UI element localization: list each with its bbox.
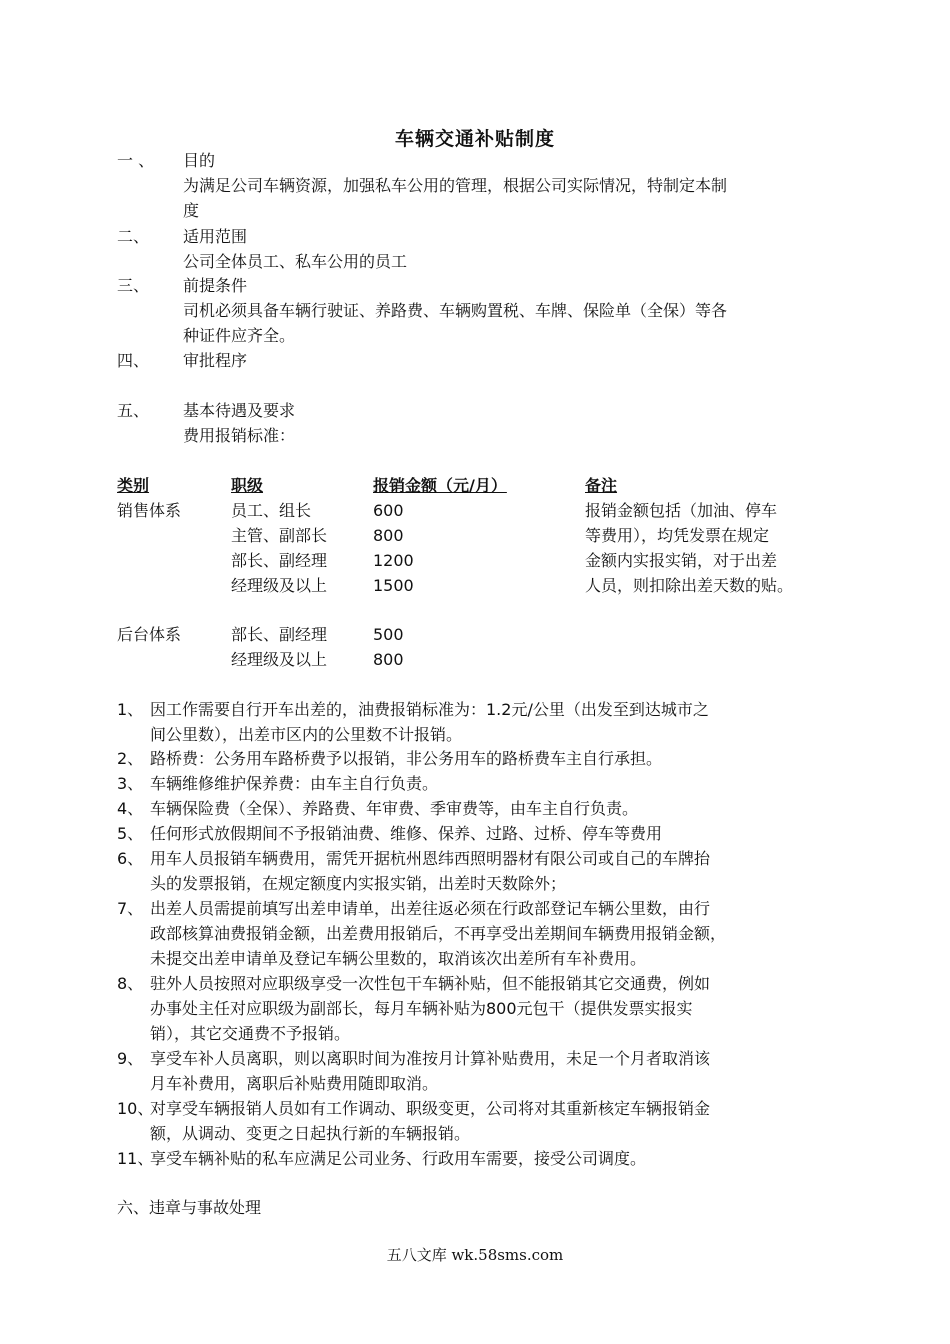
table-cell-level: 部长、副经理	[231, 551, 328, 570]
list-item-text: 出差人员需提前填写出差申请单，出差往返必须在行政部登记车辆公里数，由行	[150, 899, 711, 918]
list-item-number: 7、	[117, 899, 144, 918]
list-item-number: 9、	[117, 1049, 144, 1068]
section-1-number: 一 、	[117, 151, 155, 170]
table-cell-amount: 1500	[373, 576, 414, 595]
list-item-text: 路桥费：公务用车路桥费予以报销，非公务用车的路桥费车主自行承担。	[150, 749, 663, 768]
list-item-text: 政部核算油费报销金额，出差费用报销后，不再享受出差期间车辆费用报销金额，	[150, 924, 727, 943]
table-category-backoffice: 后台体系	[117, 625, 182, 644]
list-item-number: 11、	[117, 1149, 154, 1168]
list-item-text: 因工作需要自行开车出差的，油费报销标准为：1.2元/公里（出发至到达城市之	[150, 700, 709, 719]
table-header-note: 备注	[585, 476, 618, 495]
section-2-title: 适用范围	[183, 227, 248, 246]
table-cell-level: 员工、组长	[231, 501, 312, 520]
list-item-text: 头的发票报销，在规定额度内实报实销，出差时天数除外；	[150, 874, 567, 893]
table-header-category: 类别	[117, 476, 150, 495]
table-cell-level: 经理级及以上	[231, 576, 328, 595]
list-item-number: 1、	[117, 700, 144, 719]
list-item-number: 10、	[117, 1099, 154, 1118]
table-note: 人员，则扣除出差天数的贴。	[585, 576, 794, 595]
section-4-number: 四、	[117, 351, 150, 370]
section-1-title: 目的	[183, 151, 216, 170]
list-item-number: 5、	[117, 824, 144, 843]
section-1-text: 度	[183, 201, 200, 220]
table-category-sales: 销售体系	[117, 501, 182, 520]
table-cell-amount: 800	[373, 650, 404, 669]
list-item-text: 车辆保险费（全保）、养路费、年审费、季审费等，由车主自行负责。	[150, 799, 639, 818]
list-item-text: 车辆维修维护保养费：由车主自行负责。	[150, 774, 439, 793]
list-item-text: 办事处主任对应职级为副部长，每月车辆补贴为800元包干（提供发票实报实	[150, 999, 693, 1018]
table-cell-level: 主管、副部长	[231, 526, 328, 545]
table-cell-amount: 1200	[373, 551, 414, 570]
list-item-text: 未提交出差申请单及登记车辆公里数的，取消该次出差所有车补费用。	[150, 949, 647, 968]
section-3-text: 种证件应齐全。	[183, 326, 296, 345]
section-5-title: 基本待遇及要求	[183, 401, 296, 420]
section-3-text: 司机必须具备车辆行驶证、养路费、车辆购置税、车牌、保险单（全保）等各	[183, 301, 728, 320]
section-5-number: 五、	[117, 401, 150, 420]
table-cell-amount: 600	[373, 501, 404, 520]
section-1-text: 为满足公司车辆资源，加强私车公用的管理，根据公司实际情况，特制定本制	[183, 176, 728, 195]
list-item-text: 间公里数），出差市区内的公里数不计报销。	[150, 725, 463, 744]
section-2-text: 公司全体员工、私车公用的员工	[183, 252, 408, 271]
section-3-number: 三、	[117, 276, 150, 295]
list-item-number: 6、	[117, 849, 144, 868]
table-note: 金额内实报实销，对于出差	[585, 551, 778, 570]
table-cell-amount: 500	[373, 625, 404, 644]
section-6-title: 六、违章与事故处理	[117, 1198, 262, 1217]
table-note: 报销金额包括（加油、停车	[585, 501, 778, 520]
list-item-number: 8、	[117, 974, 144, 993]
list-item-text: 任何形式放假期间不予报销油费、维修、保养、过路、过桥、停车等费用	[150, 824, 663, 843]
list-item-number: 3、	[117, 774, 144, 793]
section-2-number: 二、	[117, 227, 150, 246]
section-4-title: 审批程序	[183, 351, 248, 370]
table-header-amount: 报销金额（元/月）	[373, 476, 507, 495]
list-item-number: 2、	[117, 749, 144, 768]
list-item-text: 享受车补人员离职，则以离职时间为准按月计算补贴费用，未足一个月者取消该	[150, 1049, 711, 1068]
table-note: 等费用），均凭发票在规定	[585, 526, 770, 545]
list-item-text: 用车人员报销车辆费用，需凭开据杭州恩纬西照明器材有限公司或自己的车牌抬	[150, 849, 711, 868]
list-item-text: 额，从调动、变更之日起执行新的车辆报销。	[150, 1124, 471, 1143]
list-item-text: 销），其它交通费不予报销。	[150, 1024, 351, 1043]
list-item-text: 对享受车辆报销人员如有工作调动、职级变更，公司将对其重新核定车辆报销金	[150, 1099, 711, 1118]
table-cell-level: 经理级及以上	[231, 650, 328, 669]
section-5-subtitle: 费用报销标准：	[183, 426, 296, 445]
list-item-text: 驻外人员按照对应职级享受一次性包干车辆补贴，但不能报销其它交通费，例如	[150, 974, 711, 993]
table-cell-level: 部长、副经理	[231, 625, 328, 644]
page-title: 车辆交通补贴制度	[394, 128, 555, 150]
footer-watermark: 五八文库 wk.58sms.com	[386, 1246, 564, 1264]
list-item-text: 享受车辆补贴的私车应满足公司业务、行政用车需要，接受公司调度。	[150, 1149, 647, 1168]
table-cell-amount: 800	[373, 526, 404, 545]
list-item-number: 4、	[117, 799, 144, 818]
section-3-title: 前提条件	[183, 276, 248, 295]
table-header-level: 职级	[231, 476, 264, 495]
list-item-text: 月车补费用，离职后补贴费用随即取消。	[150, 1074, 439, 1093]
